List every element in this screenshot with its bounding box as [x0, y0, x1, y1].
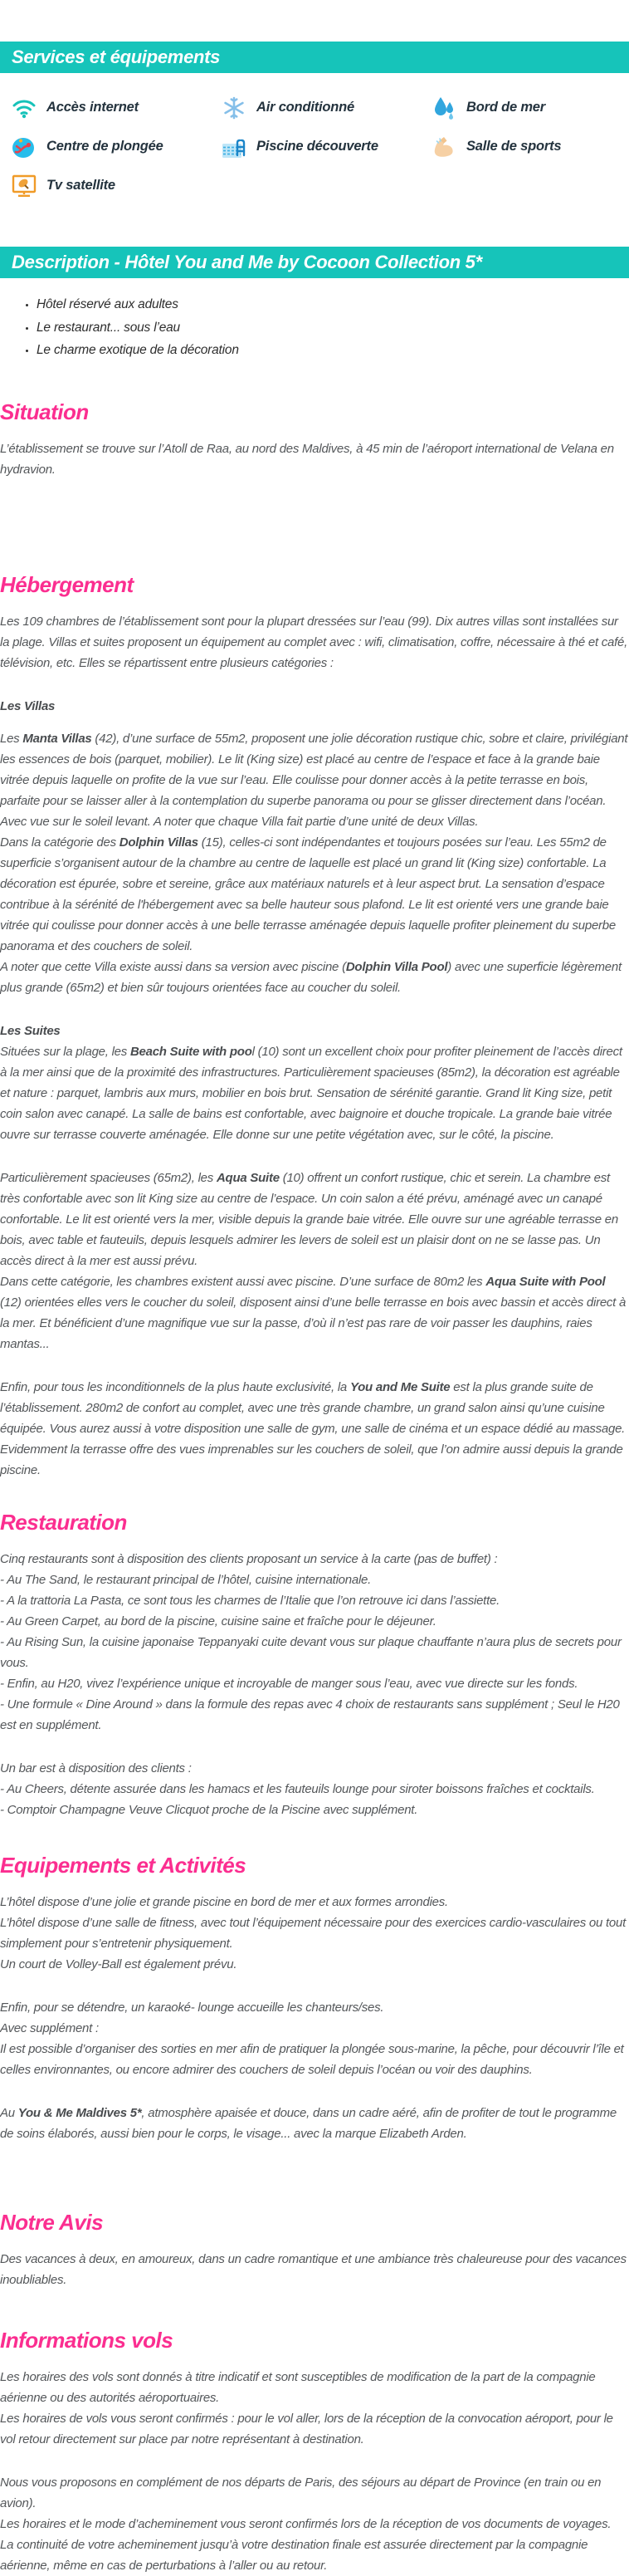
- text-segment: Dans la catégorie des: [0, 835, 119, 850]
- text-segment: A noter que cette Villa existe aussi dans sa version avec piscine (: [0, 959, 346, 974]
- service-label: Accès internet: [46, 100, 139, 115]
- text-segment: Beach Suite with poo: [129, 1044, 252, 1059]
- text-segment: Particulièrement spacieuses (65m2), les: [0, 1170, 217, 1185]
- text-segment: ) avec une superficie légèrement plus grande (65m2) et bien sûr toujours orientées face au coucher du soleil.: [0, 959, 622, 995]
- text-segment: Cinq restaurants sont à disposition des clients proposant un service à la carte (pas de buffet) :: [0, 1551, 498, 1566]
- text-segment: Les Villas: [0, 698, 56, 713]
- description-section-header: [0, 247, 629, 278]
- text-segment: Nous vous proposons en complément de nos départs de Paris, des séjours au départ de Province (en train ou en avion).: [0, 2475, 602, 2510]
- text-segment: L’établissement se trouve sur l’Atoll de Raa, au nord des Maldives, à 45 min de l’aéroport international de Velana en hydravion.: [0, 441, 614, 477]
- text-segment: - A la trattoria La Pasta, ce sont tous les charmes de l’Italie que l’on retrouve ici dans l’assiette.: [0, 1593, 500, 1608]
- text-segment: Au: [0, 2105, 18, 2120]
- highlight-item: • Le restaurant... sous l’eau: [37, 316, 629, 340]
- text-segment: Un court de Volley-Ball est également prévu.: [0, 1956, 237, 1971]
- text-segment: Manta Villas: [22, 731, 92, 746]
- section-equipements-activites: [0, 1854, 629, 2144]
- service-item-bord-de-mer: [430, 93, 629, 122]
- text-segment: (15), celles-ci sont indépendantes et toujours posées sur l’eau. Les 55m2 de superficie s’organisent autour de la chambre au centre de laquelle est placé un grand lit (King size) confortable. La décoration est épurée, sobre et sereine, grâce aux matériaux naturels et à leur aspect brut. La sensation d’espace contribue à la sérénité de l'hébergement avec sa belle hauteur sous plafond. Le lit est orienté vers une grande baie vitrée qui coulisse pour donner accès à une belle terrasse aménagée depuis laquelle profiter pleinement du superbe panorama et des couchers de soleil.: [0, 835, 616, 953]
- text-segment: - Une formule « Dine Around » dans la formule des repas avec 4 choix de restaurants sans supplément ; Seul le H20 est en supplément.: [0, 1697, 620, 1732]
- text-segment: est la plus grande suite de l’établissement. 280m2 de confort au complet, avec une très grande chambre, un grand salon ainsi qu’une cuisine équipée. Vous aurez aussi à votre disposition une salle de gym, une salle de cinéma et un espace dédié au massage. Evidemment la terrasse offre des vues imprenables sur les couchers de soleil, que l’on admire aussi depuis la grande piscine.: [0, 1379, 626, 1477]
- section-restauration: [0, 1511, 629, 1820]
- section-notre-avis: [0, 2211, 629, 2290]
- text-segment: - Enfin, au H20, vivez l’expérience unique et incroyable de manger sous l’eau, avec vue directe sur les fonds.: [0, 1676, 578, 1691]
- text-segment: Dolphin Villas: [119, 835, 198, 850]
- diver-icon: [10, 134, 38, 160]
- text-segment: Situées sur la plage, les: [0, 1044, 130, 1059]
- tv-satellite-icon: [10, 173, 38, 199]
- snowflake-icon: [220, 95, 248, 121]
- paragraph: [0, 696, 629, 717]
- section-heading-informations-vols: Informations vols: [0, 2327, 173, 2353]
- paragraph: [0, 2367, 629, 2450]
- text-segment: Les: [0, 731, 23, 746]
- paragraph: [0, 1892, 629, 1975]
- service-item-piscine-decouverte: [220, 132, 430, 161]
- text-segment: Les Suites: [0, 1023, 61, 1038]
- paragraph: [0, 1758, 629, 1820]
- service-item-air-conditionne: [220, 93, 430, 122]
- service-item-centre-de-plongee: [10, 132, 220, 161]
- section-hebergement: [0, 573, 629, 1481]
- services-grid: [0, 73, 629, 200]
- service-label: Salle de sports: [466, 139, 562, 154]
- water-drops-icon: [430, 95, 458, 121]
- text-segment: - Au Green Carpet, au bord de la piscine, cuisine saine et fraîche pour le déjeuner.: [0, 1614, 436, 1628]
- paragraph: [0, 2249, 629, 2290]
- text-segment: Les horaires de vols vous seront confirmés : pour le vol aller, lors de la réception de la convocation aéroport, pour le vol retour directement sur place par notre représentant à destination.: [0, 2411, 613, 2446]
- service-label: Tv satellite: [46, 178, 115, 193]
- paragraph: [0, 438, 629, 480]
- service-label: Centre de plongée: [46, 139, 163, 154]
- description-section-title: Description - Hôtel You and Me by Cocoon Collection 5*: [12, 252, 482, 272]
- text-segment: (42), d’une surface de 55m2, proposent une jolie décoration rustique chic, sobre et claire, privilégiant les essences de bois (parquet, mobilier). Le lit (King size) est placé au centre de l’espace et face à la grande baie vitrée depuis laquelle on profite de la vue sur l’eau. Elle coulisse pour donner accès à la petite terrasse en bois, parfaite pour se laisser aller à la contemplation du superbe panorama ou pour se glisser directement dans l’océan. Avec vue sur le soleil levant. A noter que chaque Villa fait partie d’une unité de deux Villas.: [0, 731, 628, 829]
- text-segment: - Au Cheers, détente assurée dans les hamacs et les fauteuils lounge pour siroter boissons fraîches et cocktails.: [0, 1781, 595, 1796]
- text-segment: Aqua Suite: [216, 1170, 280, 1185]
- paragraph: [0, 2472, 629, 2576]
- text-segment: Les 109 chambres de l’établissement sont pour la plupart dressées sur l’eau (99). Dix autres villas sont installées sur la plage. Villas et suites proposent un équipement au complet avec : wifi, climatisation, coffre, nécessaire à thé et café, télévision, etc. Elles se répartissent entre plusieurs catégories :: [0, 614, 628, 670]
- text-segment: L’hôtel dispose d’une jolie et grande piscine en bord de mer et aux formes arrondies.: [0, 1894, 448, 1909]
- text-segment: Il est possible d’organiser des sorties en mer afin de pratiquer la plongée sous-marine, la pêche, pour découvrir l’île et celles environnantes, ou encore admirer des couchers de soleil depuis l’océan ou voir des dauphins.: [0, 2041, 624, 2077]
- text-segment: Dolphin Villa Pool: [345, 959, 448, 974]
- text-segment: Enfin, pour se détendre, un karaoké- lounge accueille les chanteurs/ses.: [0, 2000, 384, 2015]
- wifi-icon: [10, 95, 38, 121]
- text-segment: - Au Rising Sun, la cuisine japonaise Teppanyaki cuite devant vous sur plaque chauffante n’aura plus de secrets pour vous.: [0, 1634, 622, 1670]
- highlight-item: • Le charme exotique de la décoration: [37, 339, 629, 362]
- text-segment: l (10) sont un excellent choix pour profiter pleinement de l’accès direct à la mer ainsi que de la proximité des infrastructures. Particulièrement spacieuses (85m2), la décoration est agréable et nature : parquet, lambris aux murs, mobilier en bois brut. Sensation de sérénité garantie. Grand lit King size, petit coin salon avec canapé. La salle de bains est confortable, avec baignoire et douche tropicale. La grande baie vitrée ouvre sur terrasse couverte aménagée. Elle donne sur une petite végétation avec, sur le côté, la piscine.: [0, 1044, 622, 1142]
- section-heading-notre-avis: Notre Avis: [0, 2209, 104, 2235]
- services-section-title: Services et équipements: [12, 47, 221, 67]
- text-segment: , atmosphère apaisée et douce, dans un cadre aéré, afin de profiter de tout le programme de soins élaborés, aussi bien pour le corps, le visage... avec la marque Elizabeth Arden.: [0, 2105, 617, 2141]
- text-segment: L’hôtel dispose d’une salle de fitness, avec tout l’équipement nécessaire pour des exercices cardio-vasculaires ou tout simplement pour s’entretenir physiquement.: [0, 1915, 627, 1951]
- muscle-icon: [430, 134, 458, 160]
- text-segment: Les horaires et le mode d’acheminement vous seront confirmés lors de la réception de vos documents de voyages.: [0, 2516, 612, 2531]
- section-heading-equipements: Equipements et Activités: [0, 1852, 246, 1878]
- text-segment: Dans cette catégorie, les chambres existent aussi avec piscine. D’une surface de 80m2 les: [0, 1274, 486, 1289]
- paragraph: [0, 2103, 629, 2144]
- section-heading-situation: Situation: [0, 399, 89, 424]
- text-segment: Aqua Suite with Pool: [485, 1274, 606, 1289]
- text-segment: You & Me Maldives 5*: [17, 2105, 142, 2120]
- paragraph: [0, 1377, 629, 1481]
- text-segment: Un bar est à disposition des clients :: [0, 1761, 192, 1775]
- highlight-item: • Hôtel réservé aux adultes: [37, 293, 629, 316]
- paragraph: [0, 1021, 629, 1145]
- text-segment: - Comptoir Champagne Veuve Clicquot proche de la Piscine avec supplément.: [0, 1802, 418, 1817]
- service-item-salle-de-sports: [430, 132, 629, 161]
- service-item-acces-internet: [10, 93, 220, 122]
- paragraph: [0, 1997, 629, 2080]
- text-segment: You and Me Suite: [349, 1379, 451, 1394]
- service-label: Piscine découverte: [256, 139, 378, 154]
- highlights-list: [0, 293, 629, 362]
- paragraph: [0, 728, 629, 998]
- section-situation: [0, 400, 629, 480]
- pool-icon: [220, 134, 248, 160]
- services-section-header: [0, 42, 629, 73]
- text-segment: Des vacances à deux, en amoureux, dans un cadre romantique et une ambiance très chaleureuse pour des vacances inoubliables.: [0, 2251, 627, 2287]
- paragraph: [0, 1168, 629, 1354]
- text-segment: - Au The Sand, le restaurant principal de l’hôtel, cuisine internationale.: [0, 1572, 372, 1587]
- paragraph: [0, 1549, 629, 1736]
- text-segment: Avec supplément :: [0, 2020, 99, 2035]
- text-segment: Les horaires des vols sont donnés à titre indicatif et sont susceptibles de modification de la part de la compagnie aérienne ou des autorités aéroportuaires.: [0, 2369, 596, 2405]
- service-item-tv-satellite: [10, 171, 220, 200]
- text-segment: Enfin, pour tous les inconditionnels de la plus haute exclusivité, la: [0, 1379, 350, 1394]
- text-segment: La continuité de votre acheminement jusqu’à votre destination finale est assurée directement par la compagnie aérienne, même en cas de perturbations à l’aller ou au retour.: [0, 2537, 588, 2573]
- paragraph: [0, 611, 629, 673]
- service-label: Air conditionné: [256, 100, 354, 115]
- section-informations-vols: [0, 2329, 629, 2576]
- section-heading-hebergement: Hébergement: [0, 571, 134, 597]
- text-segment: (12) orientées elles vers le coucher du soleil, disposent ainsi d’une belle terrasse en bois avec bassin et accès direct à la mer. Et bénéficient d’une magnifique vue sur la passe, d’où il n’est pas rare de voir passer les dauphins, raies mantas...: [0, 1295, 627, 1351]
- text-segment: (10) offrent un confort rustique, chic et serein. La chambre est très confortable avec son lit King size au centre de l’espace. Un coin salon a été prévu, aménagé avec un canapé confortable. Le lit est orienté vers la mer, visible depuis la grande baie vitrée. Elle ouvre sur une agréable terrasse en bois, avec table et fauteuils, depuis lesquels admirer les levers de soleil est un plaisir dont on ne se lasse pas. Un accès direct à la mer est aussi prévu.: [0, 1170, 618, 1268]
- service-label: Bord de mer: [466, 100, 545, 115]
- section-heading-restauration: Restauration: [0, 1509, 127, 1535]
